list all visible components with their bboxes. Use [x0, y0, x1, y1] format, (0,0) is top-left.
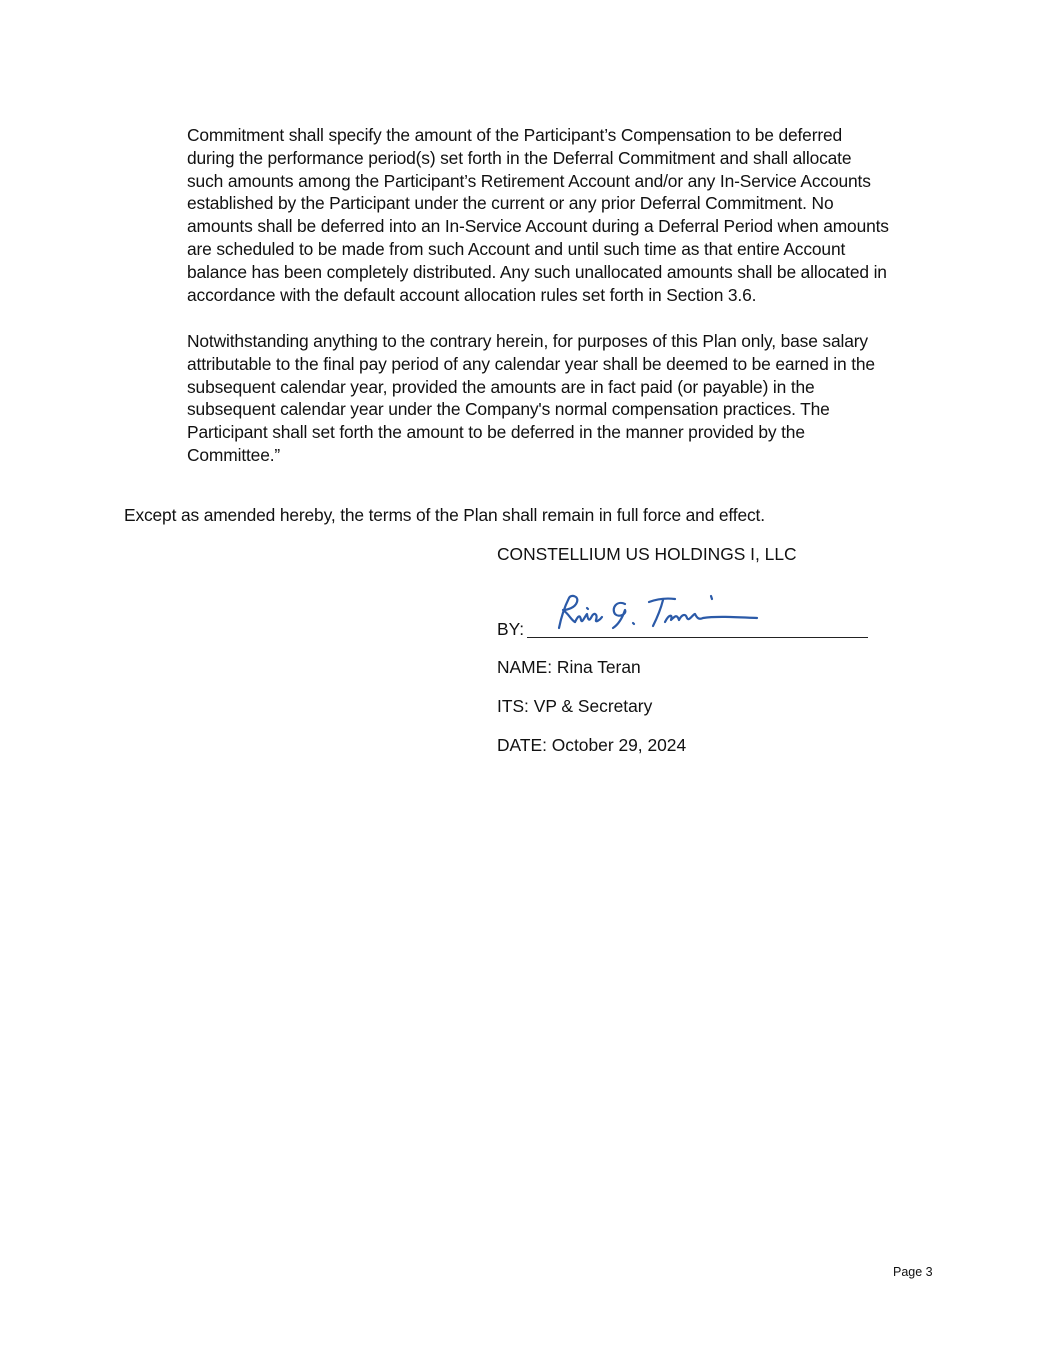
paragraph-deferral-commitment	[187, 124, 937, 306]
paragraph-line: balance has been completely distributed. Any such unallocated amounts shall be allocated in	[187, 261, 887, 282]
paragraph-line: accordance with the default account allocation rules set forth in Section 3.6.	[187, 284, 757, 305]
company-name: CONSTELLIUM US HOLDINGS I, LLC	[497, 544, 797, 564]
signature-line	[527, 637, 868, 638]
paragraph-line: Commitment shall specify the amount of the Participant’s Compensation to be deferred	[187, 125, 843, 145]
paragraph-line: subsequent calendar year under the Company's normal compensation practices. The	[187, 399, 830, 420]
paragraph-line: established by the Participant under the current or any prior Deferral Commitment. No	[187, 193, 834, 214]
paragraph-line: subsequent calendar year, provided the amounts are in fact paid (or payable) in the	[187, 376, 815, 397]
closing-statement: Except as amended hereby, the terms of the Plan shall remain in full force and effect.	[124, 505, 765, 525]
paragraph-line: Committee.”	[187, 444, 281, 465]
signature-date: DATE: October 29, 2024	[497, 735, 687, 755]
paragraph-line: are scheduled to be made from such Account and until such time as that entire Account	[187, 238, 846, 259]
paragraph-line: such amounts among the Participant’s Retirement Account and/or any In-Service Accounts	[187, 170, 871, 191]
paragraph-base-salary	[187, 330, 937, 467]
paragraph-line: Participant shall set forth the amount to be deferred in the manner provided by the	[187, 422, 805, 443]
paragraph-line: Notwithstanding anything to the contrary herein, for purposes of this Plan only, base salary	[187, 331, 868, 351]
signer-name: NAME: Rina Teran	[497, 657, 641, 677]
by-label: BY:	[497, 619, 525, 639]
paragraph-line: during the performance period(s) set forth in the Deferral Commitment and shall allocate	[187, 147, 852, 168]
paragraph-line: amounts shall be deferred into an In-Service Account during a Deferral Period when amounts	[187, 216, 889, 237]
handwritten-signature	[545, 590, 775, 636]
page-number: Page 3	[893, 1265, 933, 1279]
paragraph-line: attributable to the final pay period of any calendar year shall be deemed to be earned in the	[187, 353, 875, 374]
signer-title: ITS: VP & Secretary	[497, 696, 653, 716]
